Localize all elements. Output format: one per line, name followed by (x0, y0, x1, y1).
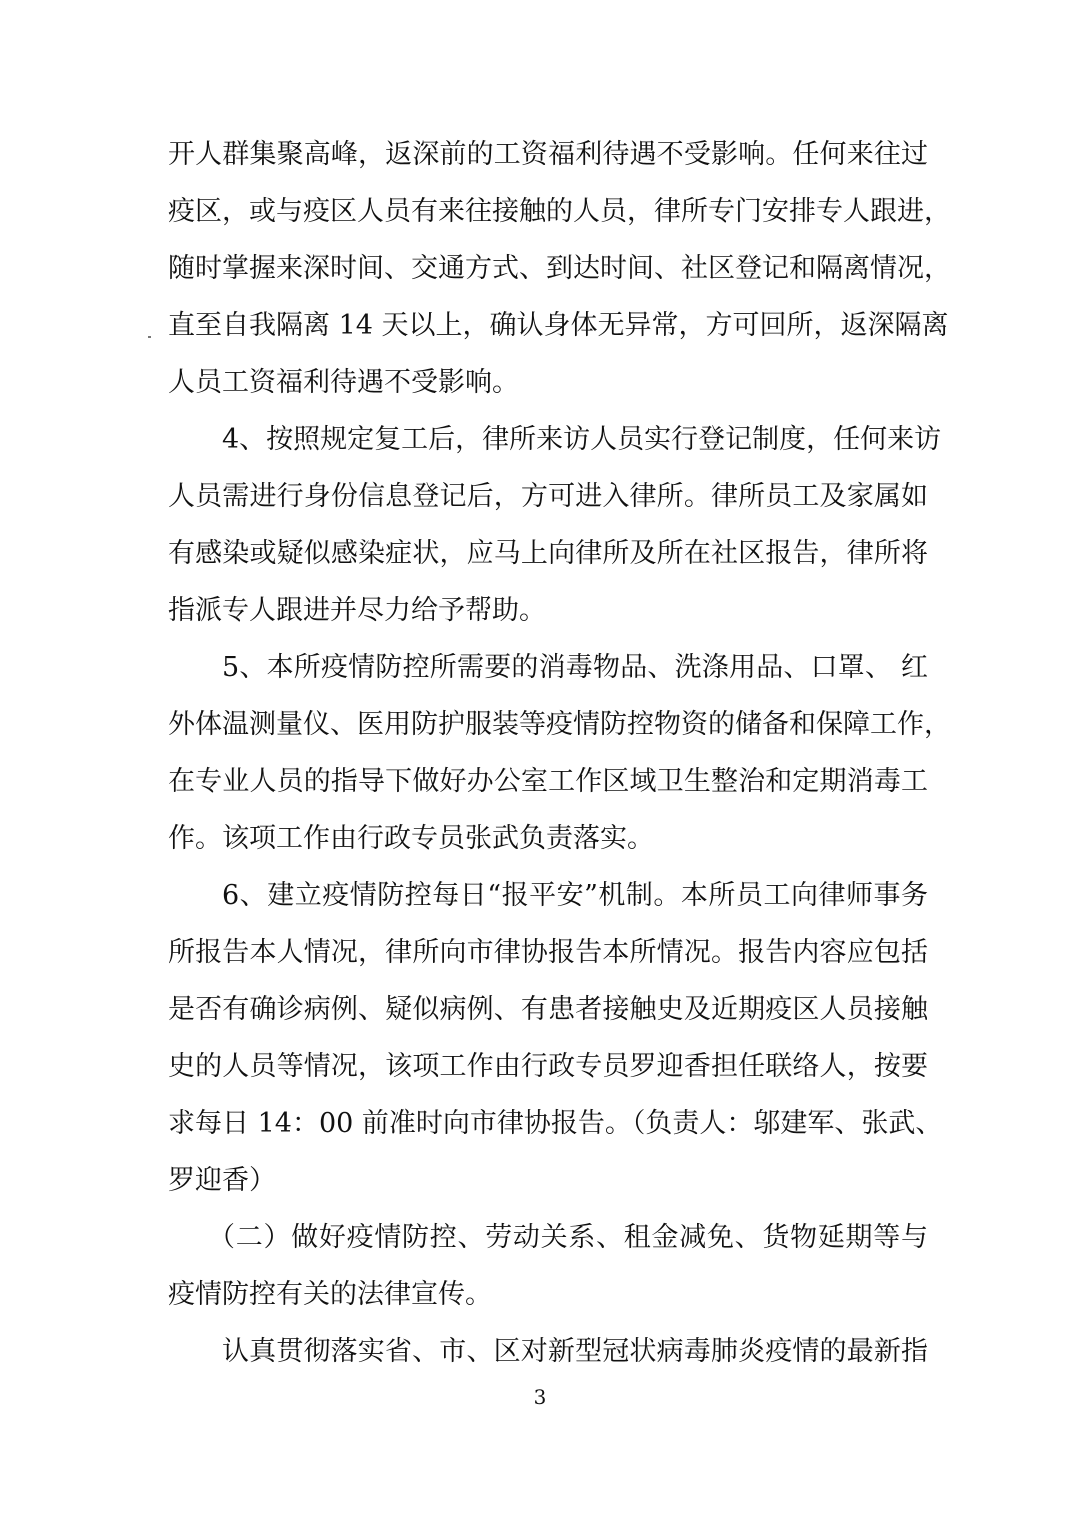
section-heading-2-second-line: 疫情防控有关的法律宣传。 (168, 1279, 492, 1310)
body-text (168, 126, 951, 1380)
scan-artifact (148, 336, 151, 338)
paragraph-item-5-first-line: 5、本所疫情防控所需要的消毒物品、洗涤用品、口罩、 红 (222, 652, 928, 683)
text-line: 人员工资福利待遇不受影响。 (168, 367, 519, 398)
paragraph-item-4-first-line: 4、按照规定复工后，律所来访人员实行登记制度，任何来访 (222, 424, 942, 455)
text-line: 史的人员等情况，该项工作由行政专员罗迎香担任联络人，按要 (168, 1051, 928, 1082)
text-line: 疫区，或与疫区人员有来往接触的人员，律所专门安排专人跟进， (168, 196, 951, 227)
text-line: 直至自我隔离 14 天以上，确认身体无异常，方可回所，返深隔离 (168, 310, 949, 341)
text-line: 在专业人员的指导下做好办公室工作区域卫生整治和定期消毒工 (168, 766, 928, 797)
text-line: 求每日 14：00 前准时向市律协报告。（负责人：邬建军、张武、 (168, 1108, 943, 1139)
paragraph-first-line: 认真贯彻落实省、市、区对新型冠状病毒肺炎疫情的最新指 (222, 1336, 928, 1367)
text-line: 有感染或疑似感染症状，应马上向律所及所在社区报告，律所将 (168, 538, 928, 569)
text-line: 外体温测量仪、医用防护服装等疫情防控物资的储备和保障工作， (168, 709, 951, 740)
text-line: 罗迎香） (168, 1165, 276, 1196)
text-line: 随时掌握来深时间、交通方式、到达时间、社区登记和隔离情况， (168, 253, 951, 284)
text-line: 指派专人跟进并尽力给予帮助。 (168, 595, 546, 626)
text-line: 作。该项工作由行政专员张武负责落实。 (168, 823, 654, 854)
text-line: 所报告本人情况，律所向市律协报告本所情况。报告内容应包括 (168, 937, 928, 968)
text-line: 是否有确诊病例、疑似病例、有患者接触史及近期疫区人员接触 (168, 994, 928, 1025)
section-heading-2-first-line: （二）做好疫情防控、劳动关系、租金减免、货物延期等与 (208, 1222, 928, 1253)
text-line: 开人群集聚高峰，返深前的工资福利待遇不受影响。任何来往过 (168, 139, 928, 170)
text-line: 人员需进行身份信息登记后，方可进入律所。律所员工及家属如 (168, 481, 928, 512)
page-number: 3 (533, 1385, 547, 1409)
paragraph-item-6-first-line: 6、建立疫情防控每日“报平安”机制。本所员工向律师事务 (222, 880, 928, 911)
